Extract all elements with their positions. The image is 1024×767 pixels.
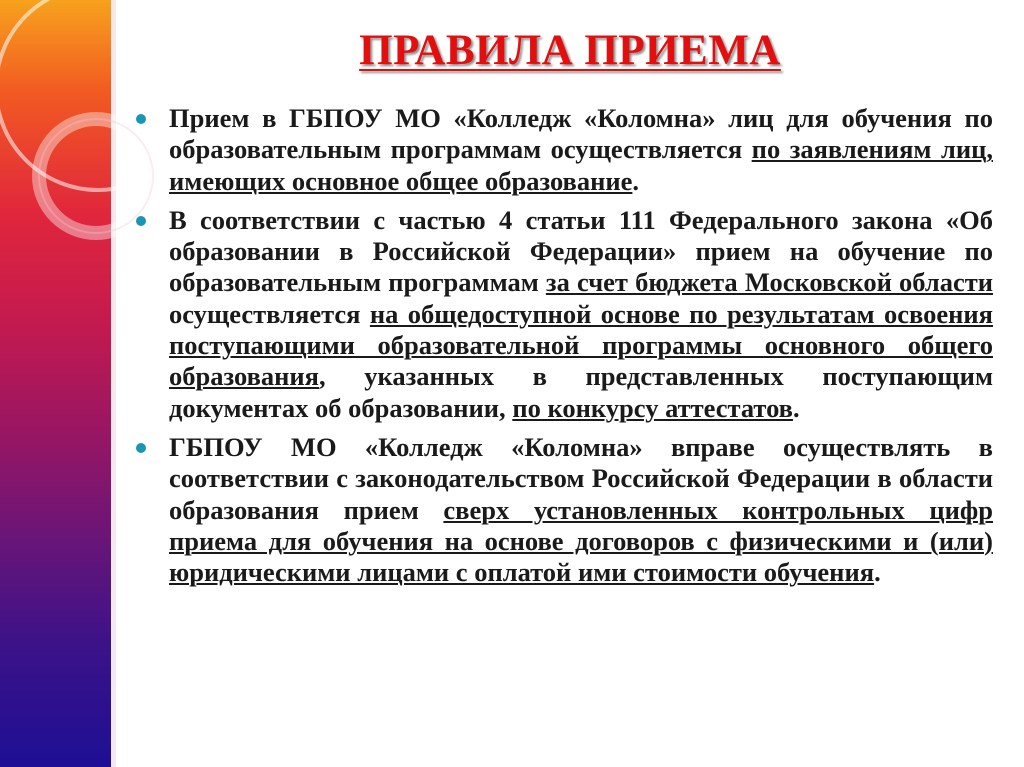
rules-list [133, 103, 993, 596]
text-segment: Прием в ГБПОУ МО «Колледж «Коломна» лиц для обучения по образовательным программам осуществляется [169, 103, 993, 165]
left-gradient-band [0, 0, 111, 767]
underlined-segment: сверх установленных контрольных цифр приема для обучения на основе договоров с физическими и (или) юридическими лицами с оплатой ими стоимости обучения [169, 494, 993, 588]
text-segment: , указанных в представленных поступающим документах об образовании, [169, 361, 993, 423]
text-segment: В соответствии с частью 4 статьи 111 Федерального закона «Об образовании в Российской Федерации» прием на обучение по образовательным программам [169, 204, 993, 298]
text-segment: . [632, 165, 640, 196]
underlined-segment: по заявлениям лиц, имеющих основное общее образование [169, 134, 993, 196]
band-divider [111, 0, 116, 767]
item-text [169, 432, 993, 588]
bullet-dot-icon [136, 443, 146, 453]
text-segment: ГБПОУ МО «Колледж «Коломна» вправе осуществлять в соответствии с законодательством Российской Федерации в области образования прием [169, 431, 993, 525]
item-text [169, 205, 993, 424]
list-item [133, 432, 993, 588]
slide-title: ПРАВИЛА ПРИЕМА [359, 27, 781, 74]
text-segment: . [792, 392, 800, 423]
underlined-segment: по конкурсу аттестатов [512, 392, 793, 423]
text-segment: . [874, 557, 881, 588]
text-segment: осуществляется [169, 298, 370, 329]
underlined-segment: на общедоступной основе по результатам освоения поступающими образовательной программы основного общего образования [169, 298, 993, 392]
list-item [133, 205, 993, 424]
bullet-dot-icon [136, 114, 146, 124]
underlined-segment: за счет бюджета Московской области [545, 267, 993, 298]
bullet-dot-icon [136, 216, 146, 226]
list-item [133, 103, 993, 197]
item-text [169, 103, 993, 197]
